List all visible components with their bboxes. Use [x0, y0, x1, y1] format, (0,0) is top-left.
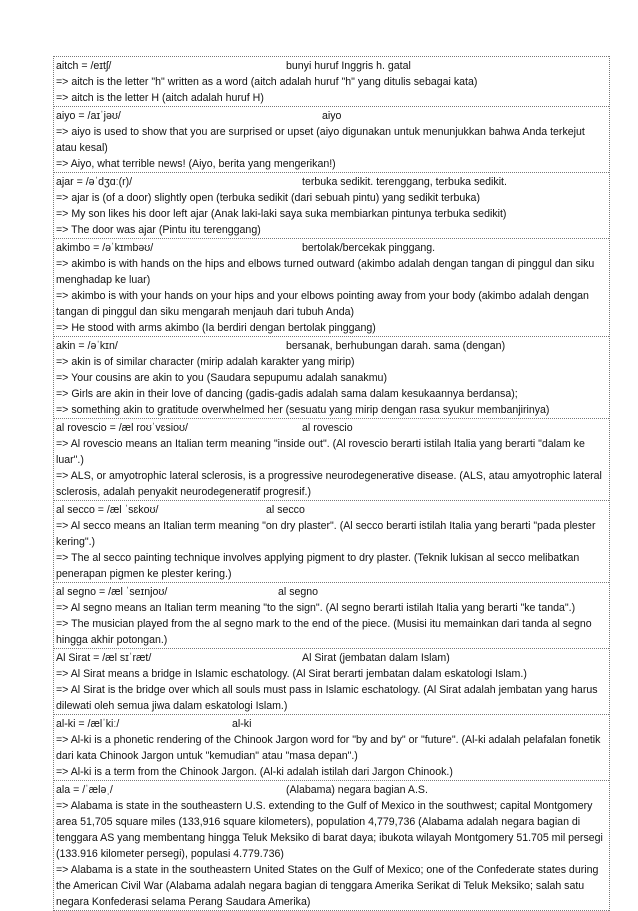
- entry-meaning: Al Sirat (jembatan dalam Islam): [302, 652, 450, 664]
- dictionary-entry: [54, 582, 609, 648]
- entry-header: [56, 716, 607, 732]
- entry-headword: al-ki = /ælˈkiː/: [56, 718, 120, 730]
- entry-example-line: => Al rovescio means an Italian term meaning "inside out". (Al rovescio berarti istilah Italia yang berarti "dalam ke luar".): [56, 438, 585, 466]
- dictionary-entry: [54, 500, 609, 582]
- entry-headword: aiyo = /aɪˈjəʊ/: [56, 110, 121, 122]
- entry-headword: ala = /ˈæləˌ/: [56, 784, 113, 796]
- entry-example-line: => The door was ajar (Pintu itu terenggang): [56, 224, 261, 236]
- entry-meaning: al segno: [278, 586, 319, 598]
- entry-meaning: bertolak/bercekak pinggang.: [302, 242, 436, 254]
- entry-example-line: => Girls are akin in their love of dancing (gadis-gadis adalah sama dalam kesukaannya berdansa);: [56, 388, 518, 400]
- entry-meaning: bunyi huruf Inggris h. gatal: [286, 60, 411, 72]
- entry-meaning: al secco: [266, 504, 305, 516]
- entry-headword: ajar = /əˈdʒɑː(r)/: [56, 176, 133, 188]
- entry-header: [56, 420, 607, 436]
- entry-header: [56, 502, 607, 518]
- entry-example-line: => Alabama is a state in the southeastern United States on the Gulf of Mexico; one of the Confederate states during the American Civil War (Alabama adalah negara bagian di tenggara Amerika Serikat di Teluk Meksiko; salah satu negara Konfederasi selama Perang Saudara Amerika): [56, 864, 599, 908]
- entry-example-line: => aitch is the letter H (aitch adalah huruf H): [56, 92, 264, 104]
- entry-example-line: => Alabama is state in the southeastern U.S. extending to the Gulf of Mexico in the southwest; capital Montgomery area 51,705 square miles (133,916 square kilometers), population 4,779,736 (Alabama adalah negara bagian di tenggara AS yang membentang hingga Teluk Meksiko di barat daya; ibukota wilayah Montgomery 51.705 mil persegi (133.916 kilometer persegi), populasi 4.779.736): [56, 800, 603, 860]
- dictionary-entry: [54, 648, 609, 714]
- entry-headword: al rovescio = /æl roʊˈvɛsioʊ/: [56, 422, 188, 434]
- entry-example-line: => Al-ki is a term from the Chinook Jargon. (Al-ki adalah istilah dari Jargon Chinook.): [56, 766, 453, 778]
- entry-header: [56, 650, 607, 666]
- dictionary-entry: [54, 106, 609, 172]
- dictionary-entry: [54, 418, 609, 500]
- entry-example-line: => Al-ki is a phonetic rendering of the Chinook Jargon word for "by and by" or "future". (Al-ki adalah pelafalan fonetik dari kata Chinook Jargon untuk "kemudian" atau "masa depan".): [56, 734, 601, 762]
- entry-meaning: al-ki: [232, 718, 252, 730]
- entry-header: [56, 240, 607, 256]
- dictionary-entry: [54, 56, 609, 106]
- entry-headword: al segno = /æl ˈseɪnjoʊ/: [56, 586, 168, 598]
- dictionary-page: [53, 56, 610, 911]
- entry-example-line: => Al segno means an Italian term meaning "to the sign". (Al segno berarti istilah Italia yang berarti "ke tanda".): [56, 602, 576, 614]
- entry-header: [56, 584, 607, 600]
- dictionary-entry: [54, 336, 609, 418]
- entry-example-line: => ALS, or amyotrophic lateral sclerosis, is a progressive neurodegenerative disease. (ALS, atau amyotrophic lateral sclerosis, adalah penyakit neurodegeneratif progresif.): [56, 470, 602, 498]
- dictionary-entry: [54, 714, 609, 780]
- entry-example-line: => something akin to gratitude overwhelmed her (sesuatu yang mirip dengan rasa syukur membanjirinya): [56, 404, 550, 416]
- entry-example-line: => aiyo is used to show that you are surprised or upset (aiyo digunakan untuk menunjukkan bahwa Anda terkejut atau kesal): [56, 126, 585, 154]
- entry-meaning: (Alabama) negara bagian A.S.: [286, 784, 428, 796]
- entry-header: [56, 58, 607, 74]
- entry-example-line: => My son likes his door left ajar (Anak laki-laki saya suka membiarkan pintunya terbuka sedikit): [56, 208, 507, 220]
- entry-example-line: => aitch is the letter "h" written as a word (aitch adalah huruf "h" yang ditulis sebagai kata): [56, 76, 478, 88]
- entry-example-line: => He stood with arms akimbo (Ia berdiri dengan bertolak pinggang): [56, 322, 376, 334]
- entry-headword: akimbo = /əˈkɪmbəʊ/: [56, 242, 154, 254]
- entry-header: [56, 338, 607, 354]
- entry-example-line: => Aiyo, what terrible news! (Aiyo, berita yang mengerikan!): [56, 158, 336, 170]
- entry-example-line: => Al Sirat means a bridge in Islamic eschatology. (Al Sirat berarti jembatan dalam eskatologi Islam.): [56, 668, 527, 680]
- dictionary-entry: [54, 780, 609, 911]
- entry-meaning: terbuka sedikit. terenggang, terbuka sedikit.: [302, 176, 507, 188]
- entry-example-line: => Al Sirat is the bridge over which all souls must pass in Islamic eschatology. (Al Sirat adalah jembatan yang harus dilewati oleh semua jiwa dalam eskatologi Islam.): [56, 684, 598, 712]
- entry-headword: al secco = /æl ˈsɛkoʊ/: [56, 504, 159, 516]
- entry-example-line: => The al secco painting technique involves applying pigment to dry plaster. (Teknik lukisan al secco melibatkan penerapan pigmen ke plester kering.): [56, 552, 580, 580]
- dictionary-entry: [54, 172, 609, 238]
- entry-example-line: => akimbo is with your hands on your hips and your elbows pointing away from your body (akimbo adalah dengan tangan di pinggul dan siku mengarah menjauh dari tubuh Anda): [56, 290, 589, 318]
- entry-example-line: => akimbo is with hands on the hips and elbows turned outward (akimbo adalah dengan tangan di pinggul dan siku menghadap ke luar): [56, 258, 595, 286]
- entry-example-line: => Your cousins are akin to you (Saudara sepupumu adalah sanakmu): [56, 372, 387, 384]
- dictionary-entry: [54, 238, 609, 336]
- entry-headword: akin = /əˈkɪn/: [56, 340, 118, 352]
- entry-headword: aitch = /eɪtʃ/: [56, 60, 112, 72]
- entry-headword: Al Sirat = /æl sɪˈræt/: [56, 652, 152, 664]
- entry-example-line: => Al secco means an Italian term meaning "on dry plaster". (Al secco berarti istilah Italia yang berarti "pada plester kering".): [56, 520, 596, 548]
- entry-header: [56, 782, 607, 798]
- entry-example-line: => akin is of similar character (mirip adalah karakter yang mirip): [56, 356, 355, 368]
- entry-meaning: al rovescio: [302, 422, 353, 434]
- entry-meaning: bersanak, berhubungan darah. sama (dengan): [286, 340, 506, 352]
- entry-header: [56, 174, 607, 190]
- entry-meaning: aiyo: [322, 110, 342, 122]
- entry-example-line: => The musician played from the al segno mark to the end of the piece. (Musisi itu memainkan dari tanda al segno hingga akhir potongan.): [56, 618, 592, 646]
- entry-header: [56, 108, 607, 124]
- entry-example-line: => ajar is (of a door) slightly open (terbuka sedikit (dari sebuah pintu) yang sedikit terbuka): [56, 192, 480, 204]
